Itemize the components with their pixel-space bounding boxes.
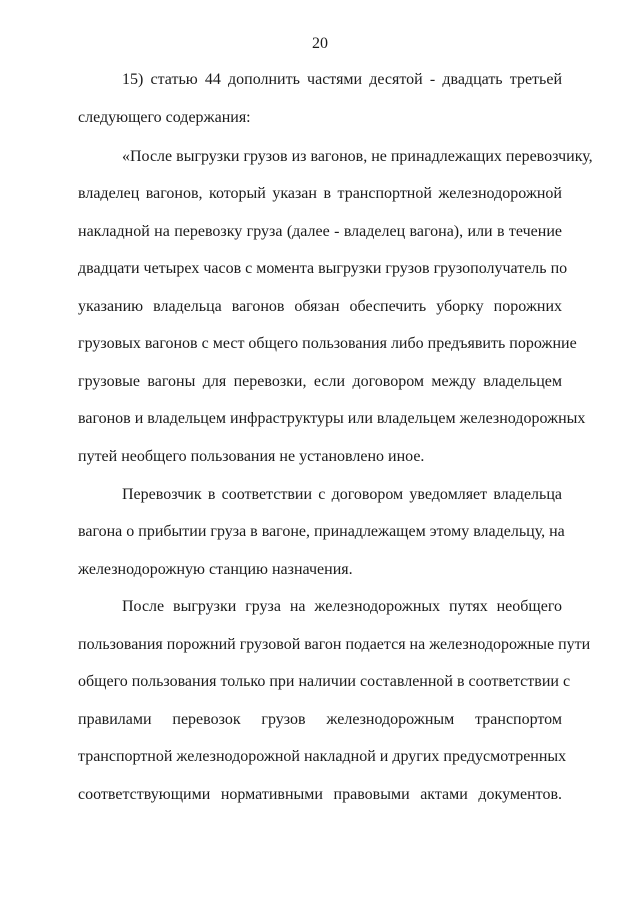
text-line: вагонов и владельцем инфраструктуры или владельцем железнодорожных <box>78 410 586 427</box>
text-line: путей необщего пользования не установлено иное. <box>78 448 425 465</box>
text-line: следующего содержания: <box>78 109 251 126</box>
text-line: владелец вагонов, который указан в транспортной железнодорожной <box>78 185 562 202</box>
text-line: железнодорожную станцию назначения. <box>78 561 353 578</box>
text-line: указанию владельца вагонов обязан обеспечить уборку порожних <box>78 298 562 315</box>
text-line: накладной на перевозку груза (далее - владелец вагона), или в течение <box>78 223 562 240</box>
page-number: 20 <box>312 35 328 52</box>
text-line: транспортной железнодорожной накладной и других предусмотренных <box>78 748 567 765</box>
text-line: грузовые вагоны для перевозки, если договором между владельцем <box>78 373 562 390</box>
text-line: После выгрузки груза на железнодорожных путях необщего <box>122 598 562 615</box>
text-line: соответствующими нормативными правовыми актами документов. <box>78 786 562 803</box>
text-line: пользования порожний грузовой вагон подается на железнодорожные пути <box>78 636 591 653</box>
text-line: общего пользования только при наличии составленной в соответствии с <box>78 673 571 690</box>
text-line: двадцати четырех часов с момента выгрузки грузов грузополучатель по <box>78 260 568 277</box>
text-line: вагона о прибытии груза в вагоне, принадлежащем этому владельцу, на <box>78 523 565 540</box>
text-line: «После выгрузки грузов из вагонов, не принадлежащих перевозчику, <box>122 148 593 165</box>
text-line: 15) статью 44 дополнить частями десятой - двадцать третьей <box>122 71 562 88</box>
text-line: грузовых вагонов с мест общего пользования либо предъявить порожние <box>78 335 577 352</box>
text-line: Перевозчик в соответствии с договором уведомляет владельца <box>122 486 562 503</box>
text-line: правилами перевозок грузов железнодорожным транспортом <box>78 711 562 728</box>
